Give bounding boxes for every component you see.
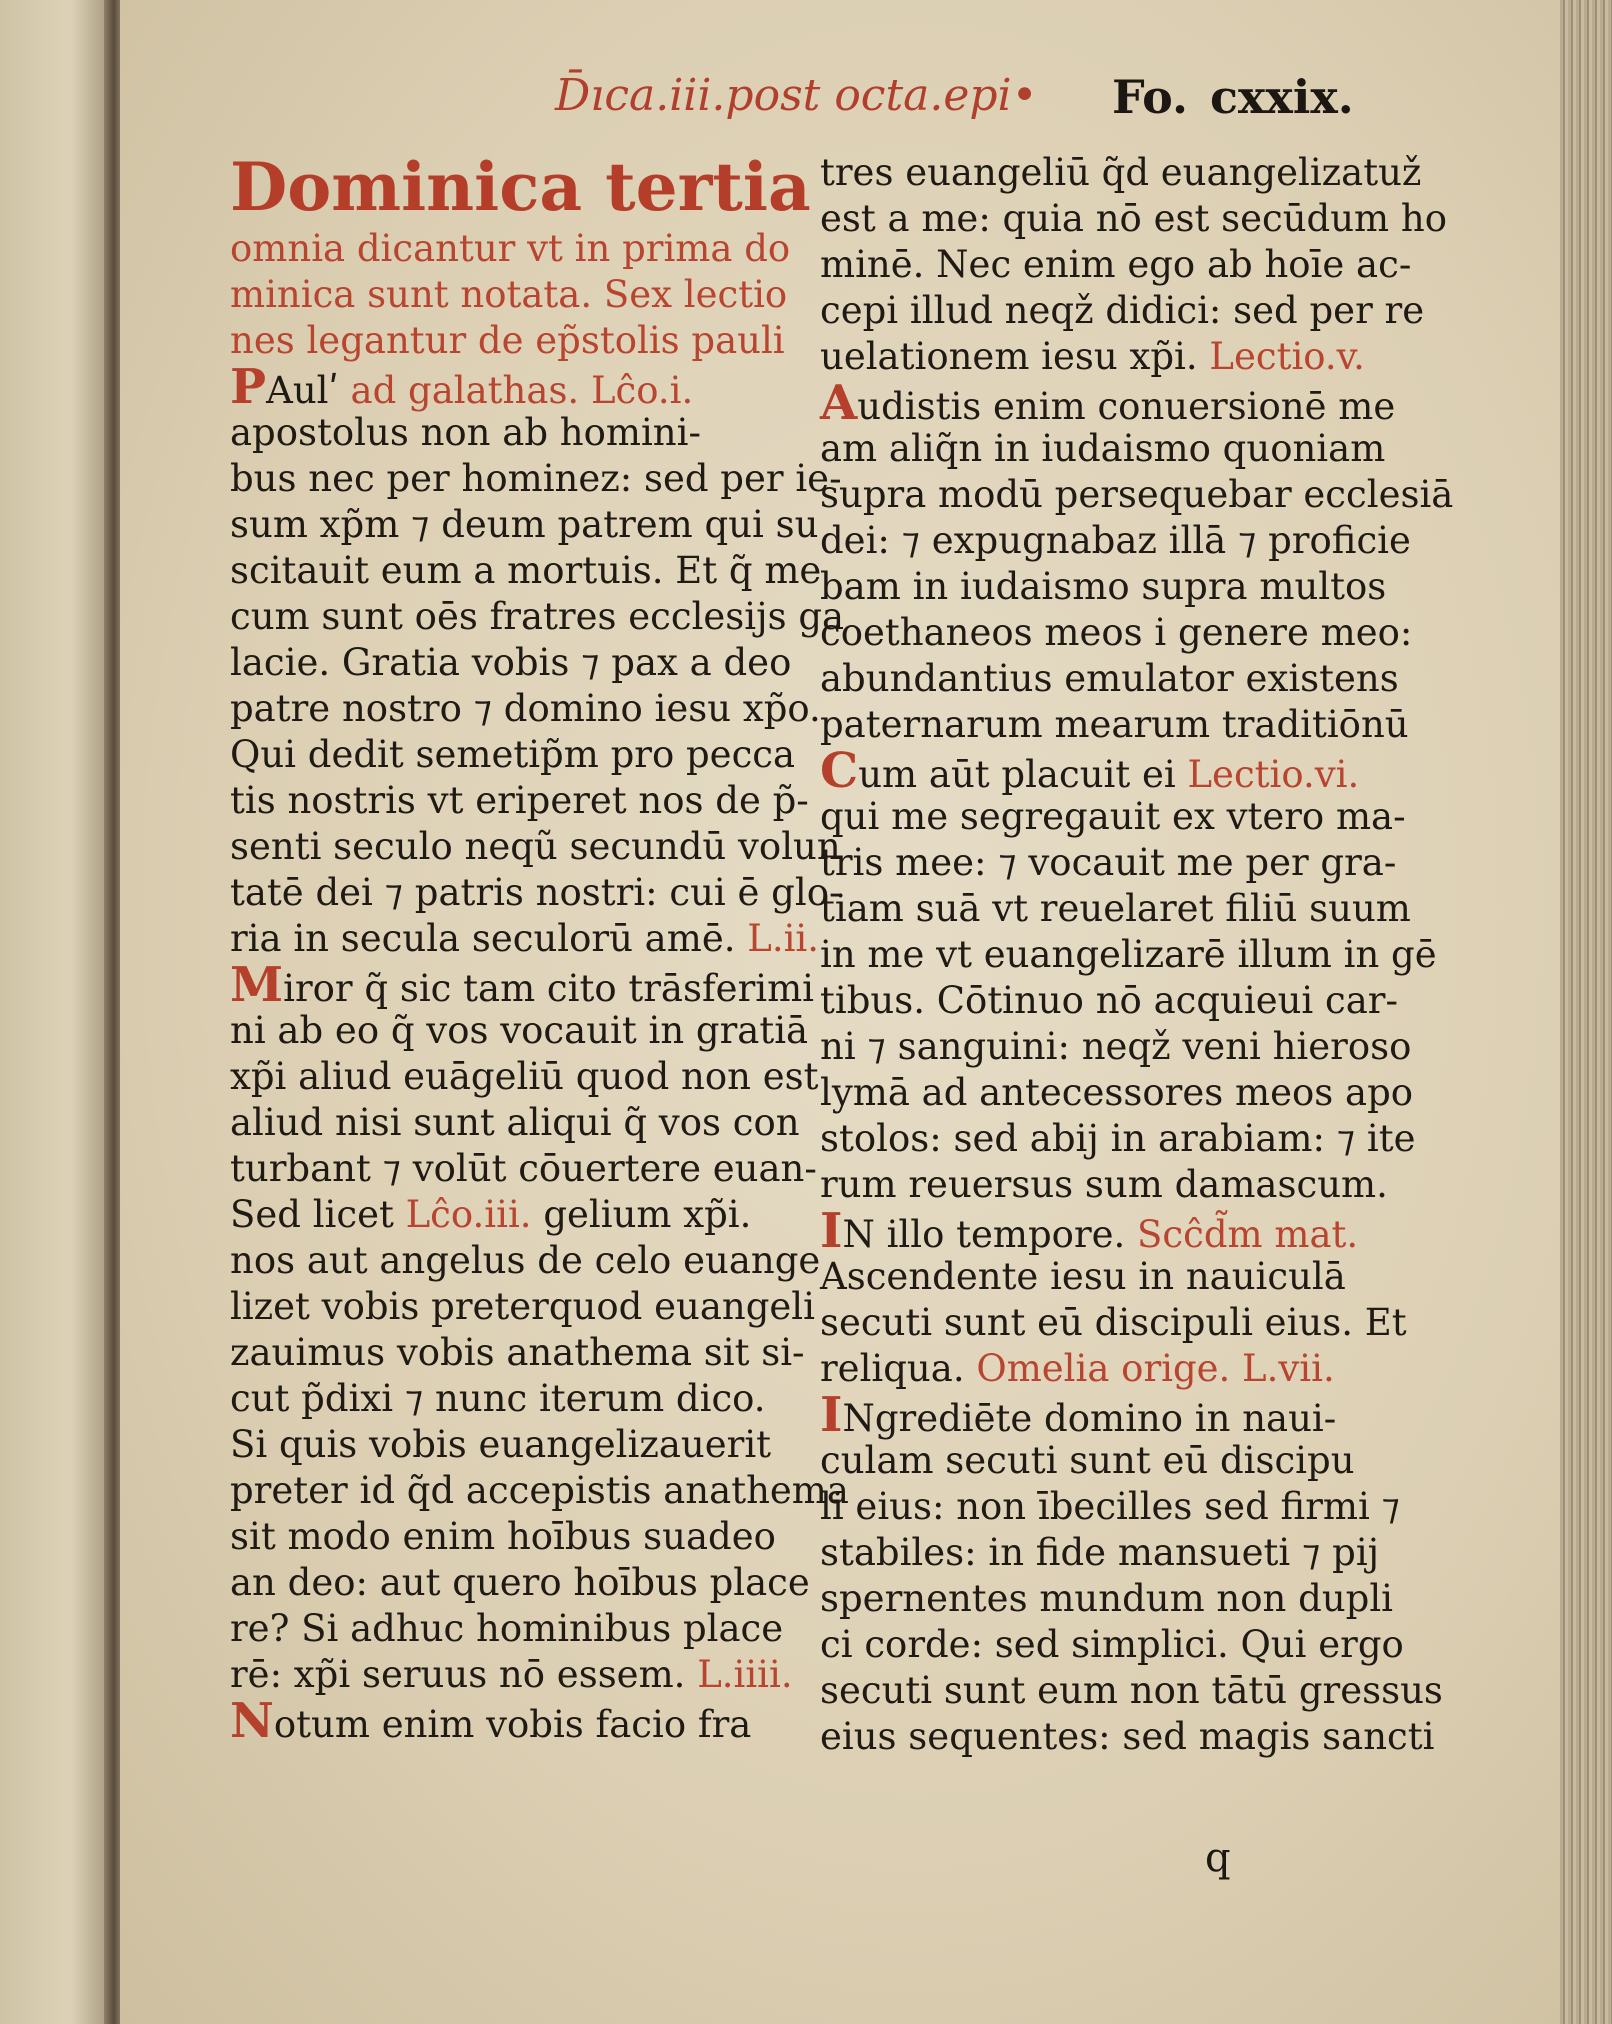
text-line: [820, 518, 1411, 564]
body-text: Qui dedit semetip̃m pro pecca: [230, 733, 796, 776]
page-stack-edge: [1560, 0, 1612, 2024]
text-line: [230, 502, 820, 548]
rubric-text: Lectio.vi.: [1187, 753, 1360, 796]
body-text: qui me segregauit ex vtero ma-: [820, 795, 1406, 838]
body-text: re? Si adhuc hominibus place: [230, 1607, 784, 1650]
body-text: supra modū persequebar ecclesiā: [820, 473, 1454, 516]
text-line: [820, 1254, 1400, 1300]
body-text: stabiles: in fide mansueti ⁊ pij: [820, 1531, 1380, 1574]
initial-letter: C: [820, 743, 859, 799]
text-line: [230, 1284, 820, 1330]
text-line: [820, 1387, 1400, 1443]
body-text: rum reuersus sum damascum.: [820, 1163, 1388, 1206]
body-text: eius sequentes: sed magis sancti: [820, 1715, 1435, 1758]
text-line: [820, 886, 1411, 932]
text-line: [230, 359, 820, 415]
text-line: [230, 916, 820, 962]
body-text: abundantius emulator existens: [820, 657, 1399, 700]
body-text: sit modo enim hoībus suadeo: [230, 1515, 776, 1558]
running-head-title: D̄ıca.iii.post octa.epi•: [555, 70, 1038, 121]
right-text-column: [820, 150, 1454, 1760]
body-text: ni ⁊ sanguini: neqž veni hieroso: [820, 1025, 1412, 1068]
body-text: lizet vobis preterquod euangeli: [230, 1285, 815, 1328]
text-line: [230, 1008, 820, 1054]
text-line: [230, 1238, 820, 1284]
body-text: nos aut angelus de celo euange: [230, 1239, 821, 1282]
text-line: [230, 1422, 820, 1468]
initial-letter: I: [820, 1387, 843, 1443]
initial-letter: I: [820, 1203, 843, 1259]
text-line: [230, 272, 820, 318]
text-line: [230, 686, 820, 732]
text-line: [820, 1070, 1414, 1116]
body-text: uelationem iesu xp̃i.: [820, 335, 1210, 378]
body-text: zauimus vobis anathema sit si-: [230, 1331, 805, 1374]
body-text: um aūt placuit ei: [858, 753, 1188, 796]
text-line: [820, 840, 1400, 886]
text-line: [230, 1514, 820, 1560]
rubric-text: L.ii.: [747, 917, 820, 960]
body-text: N illo tempore.: [842, 1213, 1138, 1256]
text-line: [820, 1576, 1400, 1622]
text-line: [820, 794, 1406, 840]
text-line: [820, 1203, 1400, 1259]
text-line: [820, 242, 1412, 288]
text-line: [230, 1330, 820, 1376]
text-line: [230, 1693, 820, 1749]
body-text: Ngrediēte domino in naui-: [842, 1397, 1337, 1440]
body-text: preter id q̃d accepistis anathema: [230, 1469, 849, 1512]
body-text: tatē dei ⁊ patris nostri: cui ē glo-: [230, 871, 842, 914]
text-line: [820, 932, 1437, 978]
folio-label: Fo.: [1112, 70, 1189, 124]
text-line: [230, 1054, 820, 1100]
text-line: [820, 196, 1447, 242]
text-line: [230, 1468, 849, 1514]
body-text: Aulʹ: [266, 369, 339, 412]
left-text-column: [230, 148, 849, 1749]
body-text: udistis enim conuersionē me: [857, 385, 1396, 428]
folio-number: cxxix.: [1210, 70, 1354, 124]
text-line: [820, 564, 1400, 610]
body-text: stolos: sed abij in arabiam: ⁊ ite: [820, 1117, 1416, 1160]
rubric-text: Lectio.v.: [1209, 335, 1365, 378]
section-heading: Dominica tertia: [230, 148, 811, 226]
text-line: [820, 1162, 1400, 1208]
body-text: turbant ⁊ volūt cōuertere euan-: [230, 1147, 817, 1190]
body-text: secuti sunt eum non tātū gressus: [820, 1669, 1443, 1712]
text-line: [230, 1652, 820, 1698]
text-line: [820, 426, 1400, 472]
body-text: ni ab eo q̃ vos vocauit in gratiā: [230, 1009, 809, 1052]
body-text: paternarum mearum traditiōnū: [820, 703, 1409, 746]
rubric-text: ad galathas.: [338, 369, 591, 412]
text-line: [820, 288, 1425, 334]
body-text: scitauit eum a mortuis. Et q̃ me: [230, 549, 822, 592]
text-line: [230, 778, 820, 824]
text-line: [820, 334, 1400, 380]
text-line: [230, 732, 820, 778]
body-text: an deo: aut quero hoībus place: [230, 1561, 810, 1604]
body-text: in me vt euangelizarē illum in gē: [820, 933, 1437, 976]
text-line: [820, 610, 1413, 656]
initial-letter: A: [820, 375, 858, 431]
text-line: [820, 1714, 1435, 1760]
text-line: [230, 410, 820, 456]
text-line: [230, 1146, 820, 1192]
body-text: tres euangeliū q̃d euangelizatuž: [820, 151, 1422, 194]
text-line: [230, 870, 842, 916]
body-text: ria in secula seculorū amē.: [230, 917, 748, 960]
body-text: tris mee: ⁊ vocauit me per gra-: [820, 841, 1397, 884]
body-text: Sed licet: [230, 1193, 406, 1236]
body-text: am aliq̃n in iudaismo quoniam: [820, 427, 1386, 470]
body-text: spernentes mundum non dupli: [820, 1577, 1393, 1620]
body-text: tis nostris vt eriperet nos de p̃-: [230, 779, 809, 822]
text-line: [230, 640, 820, 686]
body-text: tibus. Cōtinuo nō acquieui car-: [820, 979, 1398, 1022]
rubric-text: Omelia orige. L.vii.: [976, 1347, 1335, 1390]
body-text: senti seculo neqũ secundū volun: [230, 825, 841, 868]
text-line: [820, 1438, 1400, 1484]
body-text: xp̃i aliud euāgeliū quod non est: [230, 1055, 819, 1098]
text-line: [230, 1192, 820, 1238]
rubric-text: Lĉo.i.: [590, 369, 694, 412]
body-text: iror q̃ sic tam cito trāsferimi: [283, 967, 815, 1010]
body-text: minē. Nec enim ego ab hoīe ac-: [820, 243, 1412, 286]
body-text: lymā ad antecessores meos apo: [820, 1071, 1414, 1114]
text-line: [820, 978, 1400, 1024]
rubric-text: Scĉd̃m mat.: [1137, 1213, 1359, 1256]
body-text: cepi illud neqž didici: sed per re: [820, 289, 1425, 332]
text-line: [820, 702, 1409, 748]
text-line: [230, 1376, 820, 1422]
body-text: sum xp̃m ⁊ deum patrem qui su: [230, 503, 819, 546]
text-line: [230, 456, 842, 502]
text-line: [820, 1668, 1443, 1714]
body-text: dei: ⁊ expugnabaz illā ⁊ proficie: [820, 519, 1411, 562]
body-text: reliqua.: [820, 1347, 977, 1390]
text-line: [820, 1346, 1400, 1392]
body-text: cut p̃dixi ⁊ nunc iterum dico.: [230, 1377, 766, 1420]
text-line: [230, 824, 841, 870]
body-text: tiam suā vt reuelaret filiū suum: [820, 887, 1411, 930]
text-line: [230, 318, 820, 364]
initial-letter: P: [230, 359, 267, 415]
body-text: rē: xp̃i seruus nō essem.: [230, 1653, 698, 1696]
text-line: [820, 1622, 1404, 1668]
left-column-lines: [230, 226, 849, 1749]
rubric-text: L.iiii.: [697, 1653, 793, 1696]
body-text: culam secuti sunt eū discipu: [820, 1439, 1355, 1482]
text-line: [820, 472, 1454, 518]
initial-letter: M: [230, 957, 284, 1013]
body-text: bam in iudaismo supra multos: [820, 565, 1387, 608]
body-text: est a me: quia nō est secūdum ho: [820, 197, 1447, 240]
body-text: coethaneos meos i genere meo:: [820, 611, 1413, 654]
rubric-text: omnia dicantur vt in prima do: [230, 227, 791, 270]
text-line: [820, 1024, 1412, 1070]
body-text: ci corde: sed simplici. Qui ergo: [820, 1623, 1404, 1666]
rubric-text: nes legantur de ep̃stolis pauli: [230, 319, 785, 362]
body-text: secuti sunt eū discipuli eius. Et: [820, 1301, 1407, 1344]
body-text: otum enim vobis facio fra: [273, 1703, 752, 1746]
text-line: [820, 1484, 1400, 1530]
text-line: [230, 1606, 820, 1652]
body-text: gelium xp̃i.: [531, 1193, 752, 1236]
body-text: Si quis vobis euangelizauerit: [230, 1423, 772, 1466]
body-text: cum sunt oēs fratres ecclesijs ga: [230, 595, 845, 638]
text-line: [230, 957, 820, 1013]
body-text: apostolus non ab homini-: [230, 411, 701, 454]
running-head: [555, 70, 1355, 140]
text-line: [820, 656, 1400, 702]
body-text: bus nec per hominez: sed per ie-: [230, 457, 842, 500]
text-line: [820, 1530, 1400, 1576]
rubric-text: Lĉo.iii.: [405, 1193, 532, 1236]
text-line: [230, 548, 820, 594]
text-line: [820, 743, 1400, 799]
text-line: [820, 1300, 1407, 1346]
body-text: patre nostro ⁊ domino iesu xp̃o.: [230, 687, 821, 730]
signature-mark: q: [1205, 1835, 1231, 1881]
rubric-text: minica sunt notata. Sex lectio: [230, 273, 788, 316]
text-line: [230, 1560, 820, 1606]
right-column-lines: [820, 150, 1454, 1760]
body-text: aliud nisi sunt aliqui q̃ vos con: [230, 1101, 800, 1144]
text-line: [820, 150, 1422, 196]
left-page-edge: [0, 0, 118, 2024]
text-line: [820, 375, 1400, 431]
text-line: [230, 1100, 820, 1146]
text-line: [820, 1116, 1416, 1162]
text-line: [230, 594, 845, 640]
body-text: lacie. Gratia vobis ⁊ pax a deo: [230, 641, 792, 684]
body-text: Ascendente iesu in nauiculā: [820, 1255, 1346, 1298]
initial-letter: N: [230, 1693, 274, 1749]
text-line: [230, 226, 820, 272]
body-text: li eius: non ībecilles sed firmi ⁊: [820, 1485, 1400, 1528]
